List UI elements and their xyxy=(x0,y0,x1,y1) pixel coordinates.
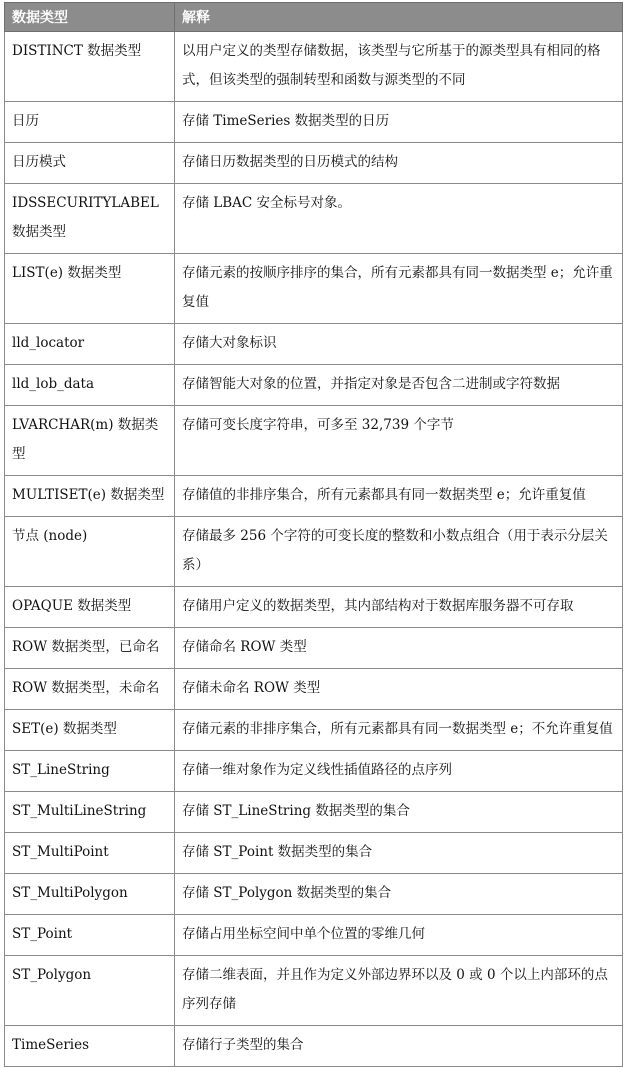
table-row xyxy=(5,254,623,324)
description-cell: 存储最多 256 个字符的可变长度的整数和小数点组合（用于表示分层关系） xyxy=(175,517,623,587)
type-cell: IDSSECURITYLABEL 数据类型 xyxy=(5,184,175,254)
type-cell: lld_lob_data xyxy=(5,365,175,406)
table-row xyxy=(5,751,623,792)
table-row xyxy=(5,628,623,669)
description-cell: 存储 ST_Polygon 数据类型的集合 xyxy=(175,874,623,915)
type-cell: 日历模式 xyxy=(5,143,175,184)
table-row xyxy=(5,915,623,956)
description-cell: 存储大对象标识 xyxy=(175,324,623,365)
type-cell: 日历 xyxy=(5,102,175,143)
type-cell: ROW 数据类型，未命名 xyxy=(5,669,175,710)
description-cell: 存储日历数据类型的日历模式的结构 xyxy=(175,143,623,184)
description-cell: 存储 ST_LineString 数据类型的集合 xyxy=(175,792,623,833)
type-cell: lld_locator xyxy=(5,324,175,365)
description-cell: 存储智能大对象的位置，并指定对象是否包含二进制或字符数据 xyxy=(175,365,623,406)
type-cell: TimeSeries xyxy=(5,1026,175,1067)
table-row xyxy=(5,792,623,833)
table-row xyxy=(5,365,623,406)
description-cell: 存储值的非排序集合，所有元素都具有同一数据类型 e；允许重复值 xyxy=(175,476,623,517)
table-row xyxy=(5,587,623,628)
description-cell: 存储可变长度字符串，可多至 32,739 个字节 xyxy=(175,406,623,476)
description-cell: 存储元素的非排序集合，所有元素都具有同一数据类型 e；不允许重复值 xyxy=(175,710,623,751)
table-row xyxy=(5,324,623,365)
type-cell: ST_LineString xyxy=(5,751,175,792)
table-row xyxy=(5,956,623,1026)
table-row xyxy=(5,143,623,184)
table-row xyxy=(5,874,623,915)
type-cell: LIST(e) 数据类型 xyxy=(5,254,175,324)
type-cell: DISTINCT 数据类型 xyxy=(5,32,175,102)
table-row xyxy=(5,669,623,710)
data-type-table xyxy=(4,2,623,1067)
type-cell: ST_Point xyxy=(5,915,175,956)
description-cell: 存储 TimeSeries 数据类型的日历 xyxy=(175,102,623,143)
description-cell: 存储用户定义的数据类型，其内部结构对于数据库服务器不可存取 xyxy=(175,587,623,628)
type-cell: MULTISET(e) 数据类型 xyxy=(5,476,175,517)
data-type-table-container xyxy=(4,2,622,1067)
table-row xyxy=(5,102,623,143)
table-row xyxy=(5,833,623,874)
type-cell: ROW 数据类型，已命名 xyxy=(5,628,175,669)
description-cell: 存储 LBAC 安全标号对象。 xyxy=(175,184,623,254)
type-cell: 节点 (node) xyxy=(5,517,175,587)
type-cell: OPAQUE 数据类型 xyxy=(5,587,175,628)
type-cell: SET(e) 数据类型 xyxy=(5,710,175,751)
header-data-type: 数据类型 xyxy=(5,3,175,32)
table-row xyxy=(5,32,623,102)
table-header-row xyxy=(5,3,623,32)
description-cell: 存储元素的按顺序排序的集合，所有元素都具有同一数据类型 e；允许重复值 xyxy=(175,254,623,324)
table-row xyxy=(5,476,623,517)
type-cell: LVARCHAR(m) 数据类型 xyxy=(5,406,175,476)
description-cell: 存储行子类型的集合 xyxy=(175,1026,623,1067)
table-row xyxy=(5,1026,623,1067)
table-row xyxy=(5,710,623,751)
description-cell: 存储命名 ROW 类型 xyxy=(175,628,623,669)
table-row xyxy=(5,184,623,254)
description-cell: 存储占用坐标空间中单个位置的零维几何 xyxy=(175,915,623,956)
description-cell: 存储一维对象作为定义线性插值路径的点序列 xyxy=(175,751,623,792)
description-cell: 以用户定义的类型存储数据，该类型与它所基于的源类型具有相同的格式，但该类型的强制转型和函数与源类型的不同 xyxy=(175,32,623,102)
type-cell: ST_Polygon xyxy=(5,956,175,1026)
type-cell: ST_MultiPoint xyxy=(5,833,175,874)
type-cell: ST_MultiPolygon xyxy=(5,874,175,915)
type-cell: ST_MultiLineString xyxy=(5,792,175,833)
description-cell: 存储 ST_Point 数据类型的集合 xyxy=(175,833,623,874)
table-row xyxy=(5,406,623,476)
description-cell: 存储二维表面，并且作为定义外部边界环以及 0 或 0 个以上内部环的点序列存储 xyxy=(175,956,623,1026)
table-row xyxy=(5,517,623,587)
header-description: 解释 xyxy=(175,3,623,32)
description-cell: 存储未命名 ROW 类型 xyxy=(175,669,623,710)
